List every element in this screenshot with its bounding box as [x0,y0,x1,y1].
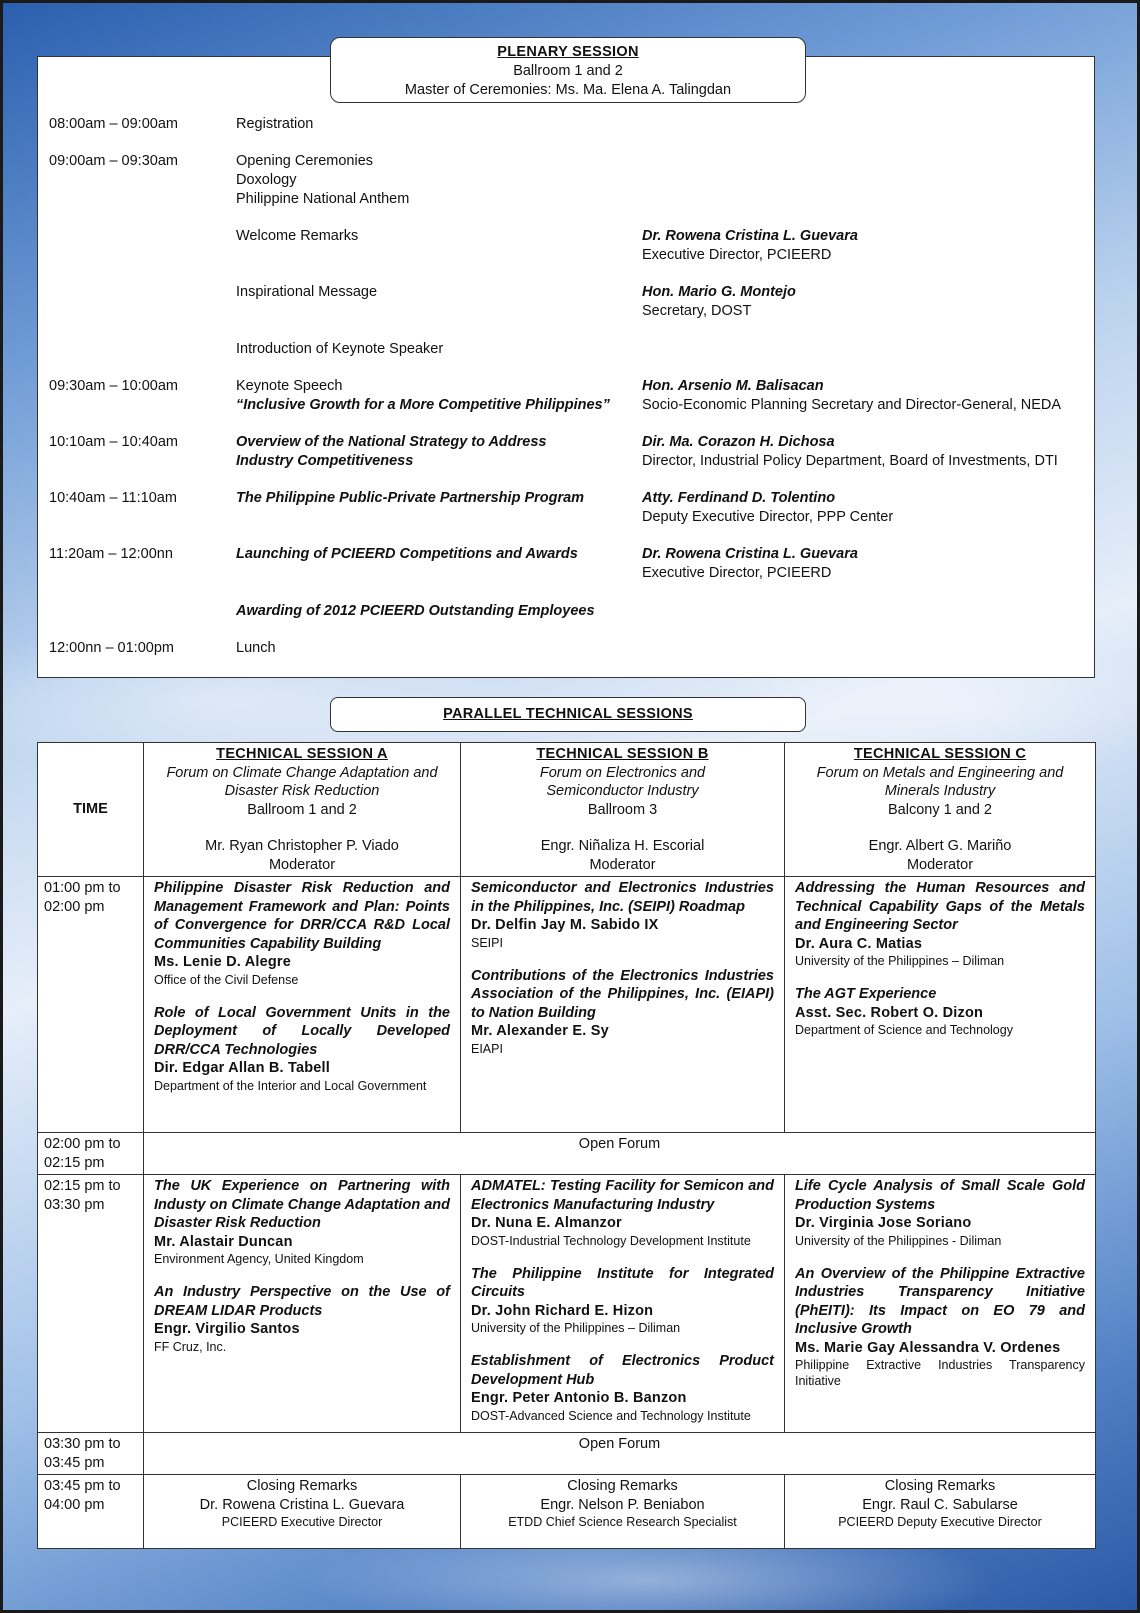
agenda-speaker [642,283,1092,321]
speaker-name: Atty. Ferdinand D. Tolentino [642,490,836,506]
talk-title: Life Cycle Analysis of Small Scale Gold Production Systems [795,1178,1085,1213]
table-row [38,877,1096,1133]
session-subtitle: Forum on Climate Change Adaptation and Disaster Risk Reduction [166,764,438,799]
session-venue: Balcony 1 and 2 [888,801,992,818]
talk [795,1177,1085,1249]
talk-title: ADMATEL: Testing Facility for Semicon and Electronics Manufacturing Industry [471,1178,774,1213]
session-a-header [144,743,461,877]
talk-speaker: Dr. Delfin Jay M. Sabido IX [471,917,659,933]
closing-a [144,1475,461,1549]
talk-speaker: Ms. Lenie D. Alegre [154,954,292,970]
talk-title: An Industry Perspective on the Use of DREAM LIDAR Products [154,1284,450,1319]
speaker-position: Executive Director, PCIEERD [642,247,832,263]
talk-title: The AGT Experience [795,986,937,1002]
agenda-event: Registration [236,116,314,132]
talk-speaker: Dr. Aura C. Matias [795,935,923,952]
talk-affiliation: Department of the Interior and Local Government [154,1078,427,1093]
closing-label: Closing Remarks [567,1478,678,1494]
talk [154,1283,450,1355]
plenary-header [330,37,806,103]
talk-speaker: Dr. John Richard E. Hizon [471,1302,654,1319]
moderator-label: Moderator [268,856,336,873]
speaker-name: Dr. Rowena Cristina L. Guevara [642,228,858,244]
closing-b [461,1475,785,1549]
talk [795,1265,1085,1390]
agenda-speaker [642,545,1092,583]
agenda-speaker [642,227,1092,265]
talk-speaker: Engr. Peter Antonio B. Banzon [471,1390,687,1406]
agenda-time: 11:20am – 12:00nn [49,546,173,562]
agenda-speaker [642,433,1092,471]
open-forum: Open Forum [144,1133,1096,1175]
table-row [38,1475,1096,1549]
agenda-time: 09:00am – 09:30am [49,153,178,169]
talk-affiliation: SEIPI [471,935,503,950]
talk-affiliation: Office of the Civil Defense [154,972,299,987]
talk [795,879,1085,969]
parallel-sessions-header: PARALLEL TECHNICAL SESSIONS [330,697,806,732]
agenda-event: Overview of the National Strategy to Address Industry Competitiveness [236,434,547,469]
session-title: TECHNICAL SESSION C [853,746,1027,762]
agenda-event: Launching of PCIEERD Competitions and Awards [236,546,578,562]
agenda-event: Lunch [236,640,276,656]
keynote-title: “Inclusive Growth for a More Competitive Philippines” [236,397,610,413]
talk-title: Addressing the Human Resources and Technical Capability Gaps of the Metals and Engineering Sector [795,880,1085,933]
agenda-event-line: Opening Ceremonies [236,153,374,169]
talk-speaker: Dr. Nuna E. Almanzor [471,1215,622,1231]
session-a-cell [144,877,461,1133]
session-b-header [461,743,785,877]
session-venue: Ballroom 1 and 2 [247,801,357,818]
table-row [38,1175,1096,1433]
speaker-name: Hon. Arsenio M. Balisacan [642,378,824,394]
talk-affiliation: FF Cruz, Inc. [154,1339,227,1354]
session-c-header [785,743,1096,877]
agenda-event-line: Philippine National Anthem [236,191,410,207]
talk-title: Semiconductor and Electronics Industries in the Philippines, Inc. (SEIPI) Roadmap [471,880,774,915]
agenda-event [236,152,646,209]
speaker-position: Secretary, DOST [642,303,752,319]
table-row [38,1133,1096,1175]
session-moderator: Engr. Niñaliza H. Escorial [540,838,705,854]
talk-affiliation: Philippine Extractive Industries Transparency Initiative [795,1358,1085,1388]
closing-affiliation: PCIEERD Deputy Executive Director [838,1515,1042,1529]
session-title: TECHNICAL SESSION A [216,746,388,762]
agenda-time: 09:30am – 10:00am [49,378,178,394]
session-moderator: Mr. Ryan Christopher P. Viado [205,838,399,854]
talk-speaker: Dr. Virginia Jose Soriano [795,1215,972,1231]
plenary-emcee: Master of Ceremonies: Ms. Ma. Elena A. Talingdan [404,82,732,98]
talk-speaker: Dir. Edgar Allan B. Tabell [154,1060,331,1076]
session-moderator: Engr. Albert G. Mariño [868,838,1012,854]
talk [795,985,1085,1038]
talk-affiliation: University of the Philippines – Diliman [795,954,1005,968]
talk-title: An Overview of the Philippine Extractive Industries Transparency Initiative (PhEITI): Its Impact on EO 79 and Inclusive Growth [795,1265,1085,1337]
agenda-time: 08:00am – 09:00am [49,116,178,132]
agenda-event: Welcome Remarks [236,228,359,244]
time-header: TIME [38,743,144,877]
talk-affiliation: University of the Philippines – Diliman [471,1321,681,1335]
session-b-cell [461,1175,785,1433]
speaker-name: Dir. Ma. Corazon H. Dichosa [642,434,835,450]
agenda-event: Introduction of Keynote Speaker [236,341,444,357]
talk-title: Philippine Disaster Risk Reduction and Management Framework and Plan: Points of Convergence for DRR/CCA R&D Local Communities Capability Building [154,880,450,952]
talk-speaker: Ms. Marie Gay Alessandra V. Ordenes [795,1339,1061,1356]
talk [471,1177,774,1249]
closing-affiliation: PCIEERD Executive Director [221,1515,383,1529]
talk-title: Role of Local Government Units in the Deployment of Locally Developed DRR/CCA Technologies [154,1004,450,1058]
agenda-event-line: Doxology [236,172,297,188]
session-venue: Ballroom 3 [587,801,658,818]
talk-speaker: Mr. Alexander E. Sy [471,1023,609,1039]
talk-title: Establishment of Electronics Product Development Hub [471,1353,774,1388]
agenda-speaker [642,377,1092,415]
talk-affiliation: Department of Science and Technology [795,1023,1013,1037]
agenda-time: 10:40am – 11:10am [49,490,177,506]
talk [154,879,450,988]
talk-affiliation: University of the Philippines - Diliman [795,1233,1002,1248]
talk-affiliation: DOST-Industrial Technology Development Institute [471,1233,751,1248]
closing-speaker: Engr. Raul C. Sabularse [862,1496,1018,1513]
moderator-label: Moderator [906,856,974,873]
session-c-cell [785,877,1096,1133]
talk-speaker: Asst. Sec. Robert O. Dizon [795,1004,984,1021]
slot-time: 03:30 pm to 03:45 pm [38,1433,144,1475]
speaker-name: Hon. Mario G. Montejo [642,284,796,300]
agenda-speaker [642,489,1092,527]
session-subtitle: Forum on Metals and Engineering and Minerals Industry [816,764,1064,799]
talk [154,1177,450,1267]
agenda-time: 12:00nn – 01:00pm [49,640,174,656]
closing-label: Closing Remarks [246,1478,358,1494]
talk-title: Contributions of the Electronics Industries Association of the Philippines, Inc. (EIAPI) to Nation Building [471,967,774,1021]
table-row [38,1433,1096,1475]
open-forum: Open Forum [144,1433,1096,1475]
slot-time: 02:00 pm to 02:15 pm [38,1133,144,1175]
talk-speaker: Engr. Virgilio Santos [154,1321,300,1337]
closing-affiliation: ETDD Chief Science Research Specialist [508,1515,737,1529]
session-a-cell [144,1175,461,1433]
agenda-event: The Philippine Public-Private Partnership Program [236,490,585,506]
talk [471,1265,774,1337]
slot-time: 01:00 pm to 02:00 pm [38,877,144,1133]
closing-c [785,1475,1096,1549]
speaker-name: Dr. Rowena Cristina L. Guevara [642,546,858,562]
talk-affiliation: EIAPI [471,1041,503,1056]
talk-title: The UK Experience on Partnering with Industy on Climate Change Adaptation and Disaster Risk Reduction [154,1178,450,1231]
slot-time: 02:15 pm to 03:30 pm [38,1175,144,1433]
talk [471,967,774,1057]
session-b-cell [461,877,785,1133]
session-subtitle: Forum on Electronics and Semiconductor Industry [539,764,706,799]
talk-speaker: Mr. Alastair Duncan [154,1233,293,1250]
session-title: TECHNICAL SESSION B [536,746,709,762]
agenda-event: Awarding of 2012 PCIEERD Outstanding Employees [236,603,595,619]
plenary-venue: Ballroom 1 and 2 [513,63,623,79]
parallel-schedule-table [37,742,1096,1549]
talk-affiliation: DOST-Advanced Science and Technology Institute [471,1408,751,1423]
table-header-row [38,743,1096,877]
agenda-event: Inspirational Message [236,284,378,300]
slot-time: 03:45 pm to 04:00 pm [38,1475,144,1549]
agenda-event [236,377,646,415]
talk [471,879,774,951]
moderator-label: Moderator [589,856,656,873]
speaker-position: Director, Industrial Policy Department, Board of Investments, DTI [642,453,1058,469]
session-c-cell [785,1175,1096,1433]
plenary-agenda-box [37,56,1095,678]
closing-label: Closing Remarks [884,1478,996,1494]
closing-speaker: Dr. Rowena Cristina L. Guevara [199,1496,405,1513]
speaker-position: Deputy Executive Director, PPP Center [642,509,894,525]
agenda-time: 10:10am – 10:40am [49,434,178,450]
closing-speaker: Engr. Nelson P. Beniabon [540,1496,705,1513]
talk-title: The Philippine Institute for Integrated Circuits [471,1265,774,1300]
talk [154,1004,450,1094]
talk [471,1352,774,1424]
speaker-position: Socio-Economic Planning Secretary and Director-General, NEDA [642,397,1062,413]
speaker-position: Executive Director, PCIEERD [642,565,832,581]
agenda-event-line: Keynote Speech [236,378,343,394]
talk-affiliation: Environment Agency, United Kingdom [154,1252,364,1266]
plenary-title: PLENARY SESSION [497,44,639,60]
